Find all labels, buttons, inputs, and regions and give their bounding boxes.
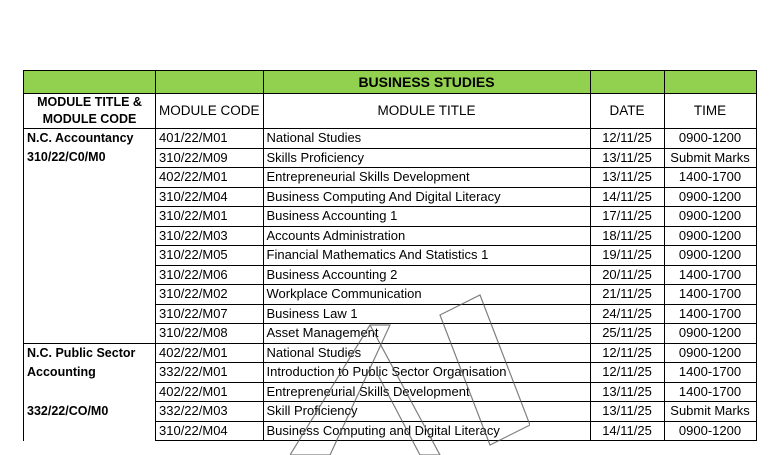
row-module-title: Introduction to Public Sector Organisation (263, 363, 590, 383)
row-date: 20/11/25 (590, 265, 664, 285)
row-module-code: 332/22/M03 (156, 402, 264, 422)
row-module-code: 401/22/M01 (156, 129, 264, 149)
row-time: 0900-1200 (664, 187, 756, 207)
row-module-code: 310/22/M08 (156, 324, 264, 344)
row-date: 14/11/25 (590, 187, 664, 207)
table-row (24, 402, 757, 422)
header-title-code-text: MODULE TITLE & MODULE CODE (37, 95, 142, 126)
row-module-title: Workplace Communication (263, 285, 590, 305)
row-date: 25/11/25 (590, 324, 664, 344)
row-group-label: N.C. Accountancy (24, 129, 156, 149)
row-group-label: 332/22/CO/M0 (24, 402, 156, 422)
title-blank-cell (590, 71, 664, 94)
row-date: 18/11/25 (590, 226, 664, 246)
table-row (24, 207, 757, 227)
row-module-code: 310/22/M02 (156, 285, 264, 305)
row-time: 1400-1700 (664, 285, 756, 305)
row-module-title: National Studies (263, 129, 590, 149)
table-row (24, 265, 757, 285)
header-time: TIME (664, 94, 756, 129)
row-module-code: 310/22/M04 (156, 187, 264, 207)
row-group-label (24, 324, 156, 344)
row-group-label (24, 265, 156, 285)
row-group-label (24, 207, 156, 227)
table-row (24, 187, 757, 207)
row-time: 1400-1700 (664, 363, 756, 383)
table-row (24, 129, 757, 149)
row-module-title: Entrepreneurial Skills Development (263, 168, 590, 188)
row-date: 12/11/25 (590, 129, 664, 149)
table-row (24, 246, 757, 266)
row-module-title: Business Law 1 (263, 304, 590, 324)
row-module-code: 402/22/M01 (156, 343, 264, 363)
header-module-title: MODULE TITLE (263, 94, 590, 129)
row-module-title: Financial Mathematics And Statistics 1 (263, 246, 590, 266)
table-row (24, 382, 757, 402)
row-module-code: 332/22/M01 (156, 363, 264, 383)
row-time: 0900-1200 (664, 129, 756, 149)
row-module-code: 402/22/M01 (156, 382, 264, 402)
row-time: 0900-1200 (664, 343, 756, 363)
title-blank-cell (156, 71, 264, 94)
row-time: 1400-1700 (664, 382, 756, 402)
row-module-title: Business Computing And Digital Literacy (263, 187, 590, 207)
row-date: 12/11/25 (590, 363, 664, 383)
row-group-label (24, 187, 156, 207)
row-group-label (24, 382, 156, 402)
table-row (24, 168, 757, 188)
row-module-title: Accounts Administration (263, 226, 590, 246)
row-time: 1400-1700 (664, 265, 756, 285)
row-group-label (24, 246, 156, 266)
exam-timetable (23, 70, 757, 441)
table-row (24, 226, 757, 246)
row-date: 12/11/25 (590, 343, 664, 363)
header-row (24, 94, 757, 129)
row-time: Submit Marks (664, 402, 756, 422)
row-date: 21/11/25 (590, 285, 664, 305)
row-time: 1400-1700 (664, 304, 756, 324)
row-time: Submit Marks (664, 148, 756, 168)
row-time: 1400-1700 (664, 168, 756, 188)
row-time: 0900-1200 (664, 246, 756, 266)
row-module-title: National Studies (263, 343, 590, 363)
title-row (24, 71, 757, 94)
table-row (24, 148, 757, 168)
row-date: 13/11/25 (590, 382, 664, 402)
header-module-code: MODULE CODE (156, 94, 264, 129)
row-module-code: 310/22/M01 (156, 207, 264, 227)
header-date: DATE (590, 94, 664, 129)
row-module-code: 310/22/M09 (156, 148, 264, 168)
row-time: 0900-1200 (664, 207, 756, 227)
timetable-table (23, 70, 757, 441)
table-row (24, 324, 757, 344)
row-module-code: 310/22/M07 (156, 304, 264, 324)
row-module-code: 310/22/M05 (156, 246, 264, 266)
row-date: 19/11/25 (590, 246, 664, 266)
title-blank-cell (664, 71, 756, 94)
row-module-title: Entrepreneurial Skills Development (263, 382, 590, 402)
section-title: BUSINESS STUDIES (263, 71, 590, 94)
row-module-title: Business Accounting 2 (263, 265, 590, 285)
row-module-title: Skills Proficiency (263, 148, 590, 168)
row-time: 0900-1200 (664, 324, 756, 344)
table-row (24, 421, 757, 441)
row-date: 24/11/25 (590, 304, 664, 324)
title-blank-cell (24, 71, 156, 94)
row-module-title: Skill Proficiency (263, 402, 590, 422)
table-row (24, 343, 757, 363)
row-module-title: Asset Management (263, 324, 590, 344)
row-group-label (24, 226, 156, 246)
row-group-label: N.C. Public Sector (24, 343, 156, 363)
row-module-title: Business Computing and Digital Literacy (263, 421, 590, 441)
header-title-code (24, 94, 156, 129)
row-module-code: 310/22/M04 (156, 421, 264, 441)
row-module-code: 402/22/M01 (156, 168, 264, 188)
row-module-title: Business Accounting 1 (263, 207, 590, 227)
table-row (24, 304, 757, 324)
row-module-code: 310/22/M03 (156, 226, 264, 246)
row-group-label: 310/22/C0/M0 (24, 148, 156, 168)
row-date: 13/11/25 (590, 168, 664, 188)
row-date: 14/11/25 (590, 421, 664, 441)
row-date: 13/11/25 (590, 402, 664, 422)
row-time: 0900-1200 (664, 226, 756, 246)
row-group-label: Accounting (24, 363, 156, 383)
table-row (24, 363, 757, 383)
row-date: 13/11/25 (590, 148, 664, 168)
row-group-label (24, 168, 156, 188)
row-module-code: 310/22/M06 (156, 265, 264, 285)
row-group-label (24, 285, 156, 305)
row-group-label (24, 304, 156, 324)
row-group-label (24, 421, 156, 441)
table-row (24, 285, 757, 305)
row-date: 17/11/25 (590, 207, 664, 227)
row-time: 0900-1200 (664, 421, 756, 441)
